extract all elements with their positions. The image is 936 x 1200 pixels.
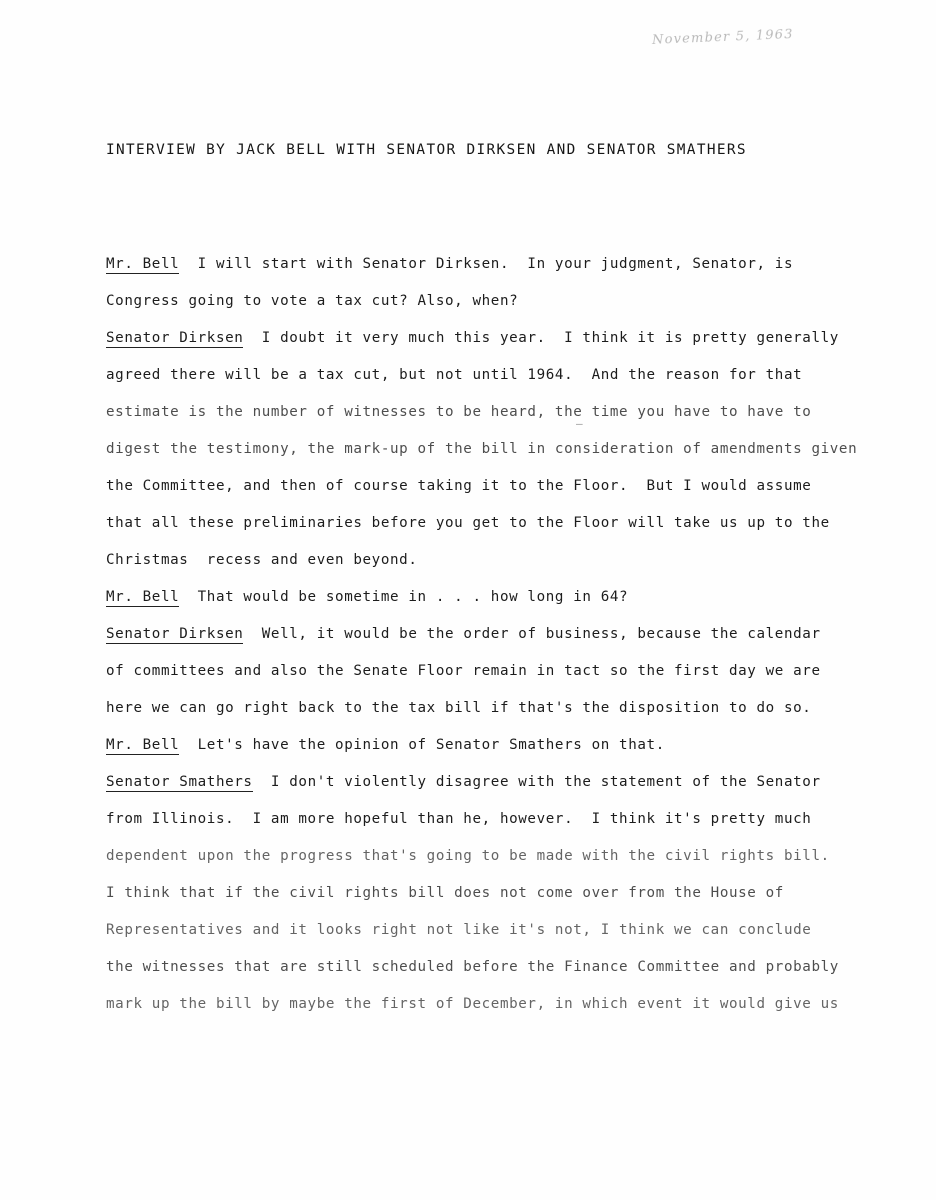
transcript-line: [106, 394, 866, 431]
speaker-label: Senator Smathers: [106, 774, 253, 790]
speaker-label: Senator Dirksen: [106, 330, 244, 346]
line-text: I think that if the civil rights bill does not come over from the House of: [106, 885, 784, 901]
transcript-line: [106, 542, 866, 579]
transcript-line: [106, 838, 866, 875]
line-text: from Illinois. I am more hopeful than he, however. I think it's pretty much: [106, 811, 812, 827]
transcript-body: [106, 246, 866, 1023]
line-text: the witnesses that are still scheduled before the Finance Committee and probably: [106, 959, 839, 975]
transcript-line: [106, 727, 866, 764]
handwritten-date-annotation: November 5, 1963: [651, 27, 795, 48]
transcript-line: [106, 912, 866, 949]
transcript-line: [106, 801, 866, 838]
line-text: digest the testimony, the mark-up of the bill in consideration of amendments given: [106, 441, 858, 457]
line-text: dependent upon the progress that's going to be made with the civil rights bill.: [106, 848, 830, 864]
line-text: here we can go right back to the tax bill if that's the disposition to do so.: [106, 700, 812, 716]
transcript-line: [106, 357, 866, 394]
transcript-line: [106, 690, 866, 727]
page-title: INTERVIEW BY JACK BELL WITH SENATOR DIRKSEN AND SENATOR SMATHERS: [106, 142, 747, 158]
transcript-line: [106, 431, 866, 468]
line-text: I don't violently disagree with the statement of the Senator: [252, 774, 821, 790]
transcript-line: [106, 875, 866, 912]
transcript-line: [106, 283, 866, 320]
line-text: Let's have the opinion of Senator Smathers on that.: [179, 737, 665, 753]
line-text: Congress going to vote a tax cut? Also, when?: [106, 293, 519, 309]
line-text: of committees and also the Senate Floor remain in tact so the first day we are: [106, 663, 821, 679]
line-text: agreed there will be a tax cut, but not until 1964. And the reason for that: [106, 367, 803, 383]
transcript-line: [106, 246, 866, 283]
transcript-line: [106, 616, 866, 653]
transcript-line: [106, 986, 866, 1023]
transcript-line: [106, 764, 866, 801]
transcript-line: [106, 320, 866, 357]
transcript-line: [106, 949, 866, 986]
speaker-label: Mr. Bell: [106, 589, 180, 605]
line-text: I doubt it very much this year. I think it is pretty generally: [243, 330, 839, 346]
speaker-label: Mr. Bell: [106, 737, 180, 753]
transcript-line: [106, 505, 866, 542]
line-text: mark up the bill by maybe the first of December, in which event it would give us: [106, 996, 839, 1012]
line-text: Christmas recess and even beyond.: [106, 552, 418, 568]
line-text: the Committee, and then of course taking it to the Floor. But I would assume: [106, 478, 812, 494]
line-text: I will start with Senator Dirksen. In your judgment, Senator, is: [179, 256, 794, 272]
line-text: estimate is the number of witnesses to be heard, the time you have to have to: [106, 404, 812, 420]
speaker-label: Senator Dirksen: [106, 626, 244, 642]
speaker-label: Mr. Bell: [106, 256, 180, 272]
line-text: That would be sometime in . . . how long in 64?: [179, 589, 629, 605]
transcript-line: [106, 653, 866, 690]
stray-typewriter-mark: –: [576, 417, 583, 430]
transcript-line: [106, 579, 866, 616]
line-text: Well, it would be the order of business, because the calendar: [243, 626, 821, 642]
transcript-line: [106, 468, 866, 505]
line-text: Representatives and it looks right not like it's not, I think we can conclude: [106, 922, 812, 938]
line-text: that all these preliminaries before you get to the Floor will take us up to the: [106, 515, 830, 531]
